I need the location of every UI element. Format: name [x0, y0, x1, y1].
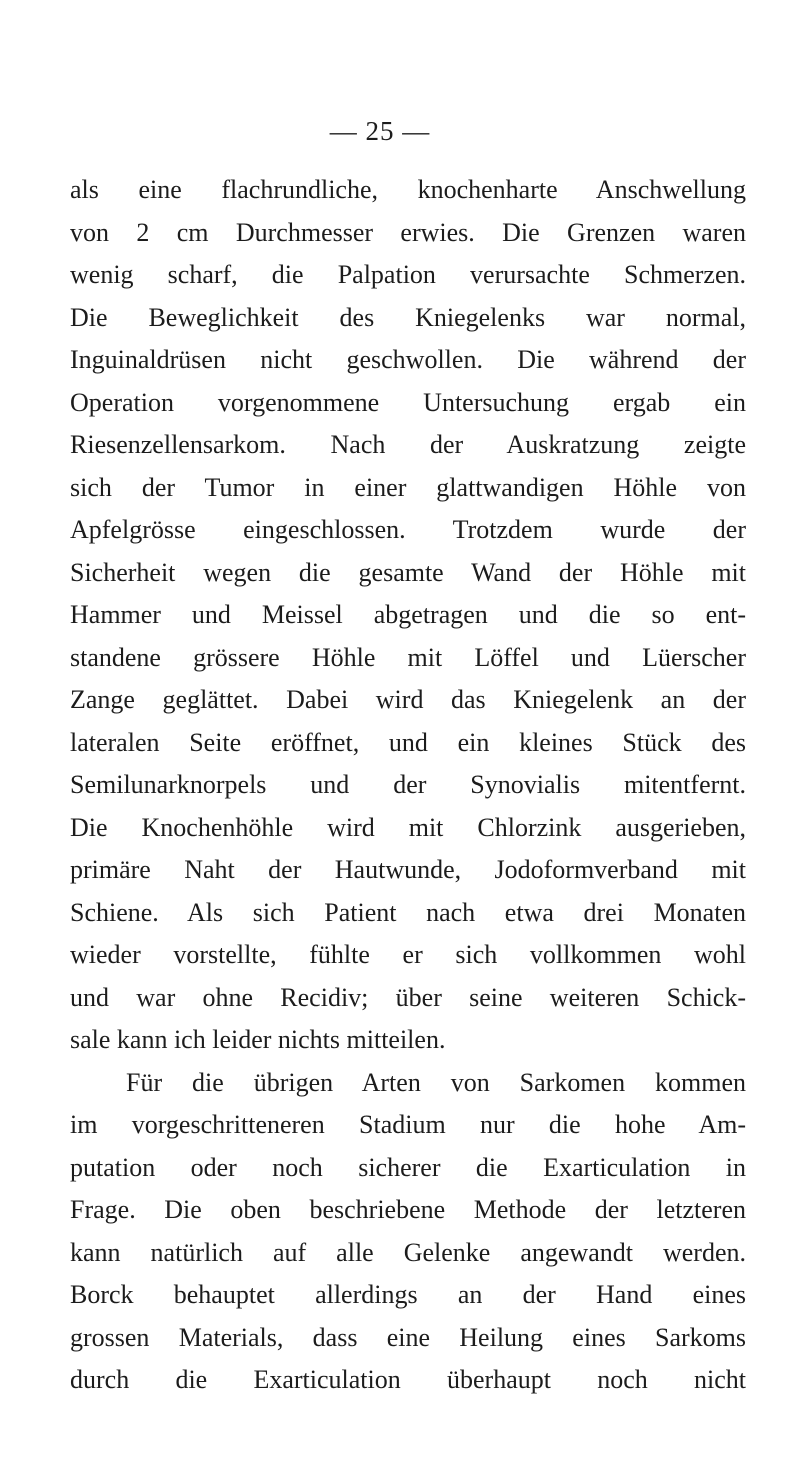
text-line: im vorgeschritteneren Stadium nur die hohe Am-: [70, 1110, 746, 1139]
text-line: standene grössere Höhle mit Löffel und Lüerscher: [70, 642, 746, 672]
text-line: kann natürlich auf alle Gelenke angewandt werden.: [70, 1237, 746, 1267]
text-line: und war ohne Recidiv; über seine weiteren Schick-: [70, 982, 746, 1012]
text-line: primäre Naht der Hautwunde, Jodoformverband mit: [70, 855, 746, 884]
text-line: Apfelgrösse eingeschlossen. Trotzdem wurde der: [70, 515, 746, 544]
text-line: Hammer und Meissel abgetragen und die so ent-: [70, 600, 746, 629]
text-line: Riesenzellensarkom. Nach der Auskratzung zeigte: [70, 430, 746, 459]
text-line: wenig scharf, die Palpation verursachte Schmerzen.: [70, 260, 746, 289]
text-line: Borck behauptet allerdings an der Hand eines: [70, 1280, 746, 1309]
text-line: als eine flachrundliche, knochenharte Anschwellung: [70, 175, 746, 204]
text-line: Semilunarknorpels und der Synovialis mitentfernt.: [70, 770, 746, 799]
text-line: Inguinaldrüsen nicht geschwollen. Die während der: [70, 345, 746, 374]
text-line: Zange geglättet. Dabei wird das Kniegelenk an der: [70, 685, 746, 714]
text-line: Sicherheit wegen die gesamte Wand der Höhle mit: [70, 557, 746, 587]
text-line: Frage. Die oben beschriebene Methode der letzteren: [70, 1195, 746, 1224]
text-line: wieder vorstellte, fühlte er sich vollkommen wohl: [70, 940, 746, 969]
text-line: grossen Materials, dass eine Heilung eines Sarkoms: [70, 1322, 746, 1352]
text-line: Die Knochenhöhle wird mit Chlorzink ausgerieben,: [70, 812, 746, 842]
text-line: Operation vorgenommene Untersuchung ergab ein: [70, 387, 746, 417]
text-line: putation oder noch sicherer die Exarticulation in: [70, 1152, 746, 1182]
text-line: von 2 cm Durchmesser erwies. Die Grenzen waren: [70, 217, 746, 247]
text-line: durch die Exarticulation überhaupt noch nicht: [70, 1365, 746, 1394]
text-line: lateralen Seite eröffnet, und ein kleines Stück des: [70, 727, 746, 757]
text-line: Die Beweglichkeit des Kniegelenks war normal,: [70, 302, 746, 332]
text-line-paragraph-start: Für die übrigen Arten von Sarkomen kommen: [126, 1067, 746, 1097]
body-text: [70, 169, 746, 1402]
text-line: sich der Tumor in einer glattwandigen Höhle von: [70, 472, 746, 502]
text-line-paragraph-end: sale kann ich leider nichts mitteilen.: [70, 1025, 446, 1054]
text-line: Schiene. Als sich Patient nach etwa drei Monaten: [70, 897, 746, 927]
page-number: — 25 —: [329, 116, 431, 146]
